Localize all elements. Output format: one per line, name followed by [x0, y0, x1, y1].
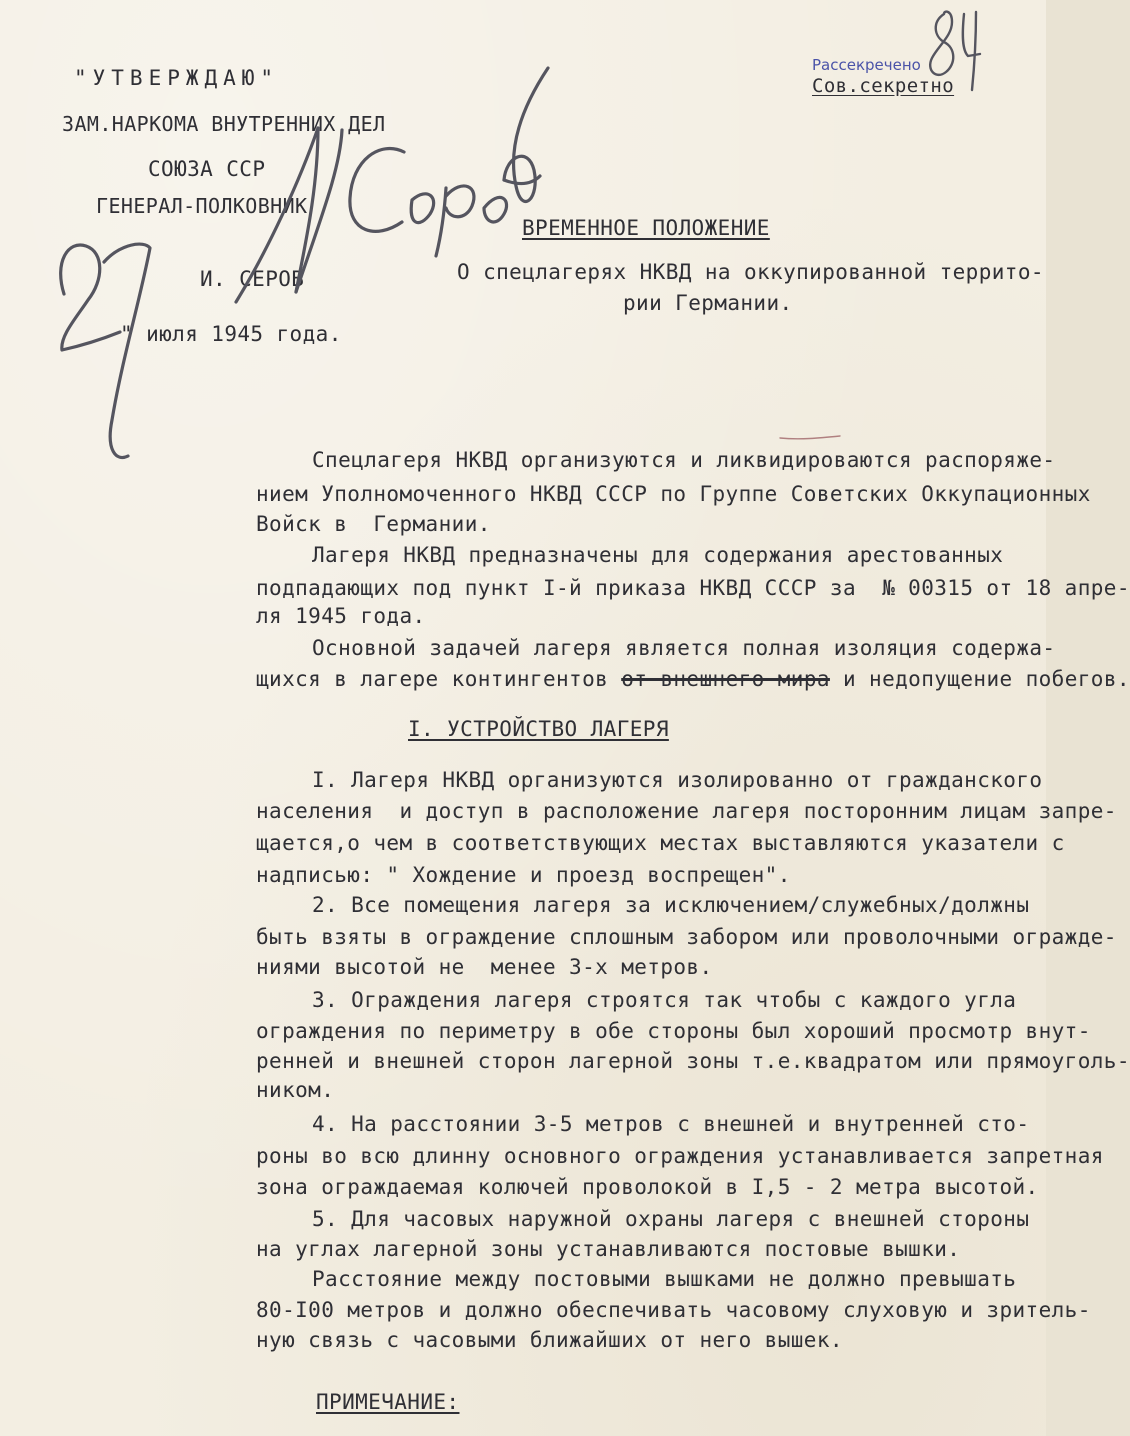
- item-2-line2: быть взяты в ограждение сплошным забором или проволочными огражде-: [256, 925, 1117, 949]
- item-4-line1: 4. На расстоянии 3-5 метров с внешней и внутренней сто-: [312, 1112, 1030, 1136]
- approval-date: " июля 1945 года.: [120, 322, 342, 346]
- item-5-line2: на углах лагерной зоны устанавливаются постовые вышки.: [256, 1237, 961, 1261]
- struck-out-phrase: от внешнего мира: [621, 667, 830, 691]
- handwritten-day-27: [61, 244, 150, 457]
- note-heading: ПРИМЕЧАНИЕ:: [316, 1390, 460, 1414]
- item-3-line3: ренней и внешней сторон лагерной зоны т.е.квадратом или прямоуголь-: [256, 1049, 1130, 1073]
- item-5b-line1: Расстояние между постовыми вышками не должно превышать: [312, 1267, 1017, 1291]
- intro-p2-line1: Лагеря НКВД предназначены для содержания арестованных: [312, 543, 1004, 567]
- item-1-line2: населения и доступ в расположение лагеря посторонним лицам запре-: [256, 799, 1117, 823]
- item-1-line3: щается,о чем в соответствующих местах выставляются указатели с: [256, 831, 1065, 855]
- intro-p2-line2: подпадающих под пункт I-й приказа НКВД СССР за № 00315 от 18 апре-: [256, 576, 1130, 600]
- approval-union: СОЮЗА ССР: [148, 157, 266, 181]
- classification-mark: Сов.секретно: [812, 75, 955, 97]
- intro-p1-line2: нием Уполномоченного НКВД СССР по Группе Советских Оккупационных: [256, 482, 1091, 506]
- document-subtitle-line2: рии Германии.: [623, 291, 793, 315]
- item-2-line1: 2. Все помещения лагеря за исключением/служебных/должны: [312, 893, 1030, 917]
- item-4-line3: зона ограждаемая колючей проволокой в I,5 - 2 метра высотой.: [256, 1175, 1039, 1199]
- item-1-line1: I. Лагеря НКВД организуются изолированно от гражданского: [312, 768, 1043, 792]
- intro-p3-line2-end: и недопущение побегов.: [829, 667, 1130, 691]
- section-1-heading: I. УСТРОЙСТВО ЛАГЕРЯ: [408, 717, 669, 741]
- item-5b-line2: 80-I00 метров и должно обеспечивать часовому слуховую и зритель-: [256, 1298, 1091, 1322]
- intro-p3-line1: Основной задачей лагеря является полная изоляция содержа-: [312, 636, 1056, 660]
- intro-p3-line2-start: щихся в лагере контингентов: [256, 667, 622, 691]
- item-2-line3: ниями высотой не менее 3-х метров.: [256, 955, 713, 979]
- approval-heading: "УТВЕРЖДАЮ": [74, 66, 280, 90]
- item-3-line2: ограждения по периметру в обе стороны был хороший просмотр внут-: [256, 1019, 1091, 1043]
- document-title: ВРЕМЕННОЕ ПОЛОЖЕНИЕ: [522, 216, 770, 240]
- approval-rank: ГЕНЕРАЛ-ПОЛКОВНИК: [96, 194, 308, 218]
- approval-position: ЗАМ.НАРКОМА ВНУТРЕННИХ ДЕЛ: [62, 112, 386, 136]
- declassified-stamp: Рассекречено: [812, 56, 921, 74]
- intro-p1-line3: Войск в Германии.: [256, 512, 491, 536]
- signature: [236, 68, 548, 302]
- item-4-line2: роны во всю длинну основного ограждения устанавливается запретная: [256, 1144, 1104, 1168]
- approval-name: И. СЕРОВ: [200, 267, 305, 291]
- item-5-line1: 5. Для часовых наружной охраны лагеря с внешней стороны: [312, 1207, 1030, 1231]
- item-3-line1: 3. Ограждения лагеря строятся так чтобы с каждого угла: [312, 988, 1017, 1012]
- intro-p2-line3: ля 1945 года.: [256, 604, 426, 628]
- margin-tick-mark: [780, 436, 840, 439]
- item-1-line4: надписью: " Хождение и проезд воспрещен".: [256, 863, 791, 887]
- page-number-84: [930, 12, 980, 90]
- item-3-line4: ником.: [256, 1078, 335, 1102]
- document-subtitle-line1: О спецлагерях НКВД на оккупированной террито-: [457, 260, 1044, 284]
- intro-p1-line1: Спецлагеря НКВД организуются и ликвидироваются распоряже-: [312, 448, 1056, 472]
- item-5b-line3: ную связь с часовыми ближайших от него вышек.: [256, 1328, 843, 1352]
